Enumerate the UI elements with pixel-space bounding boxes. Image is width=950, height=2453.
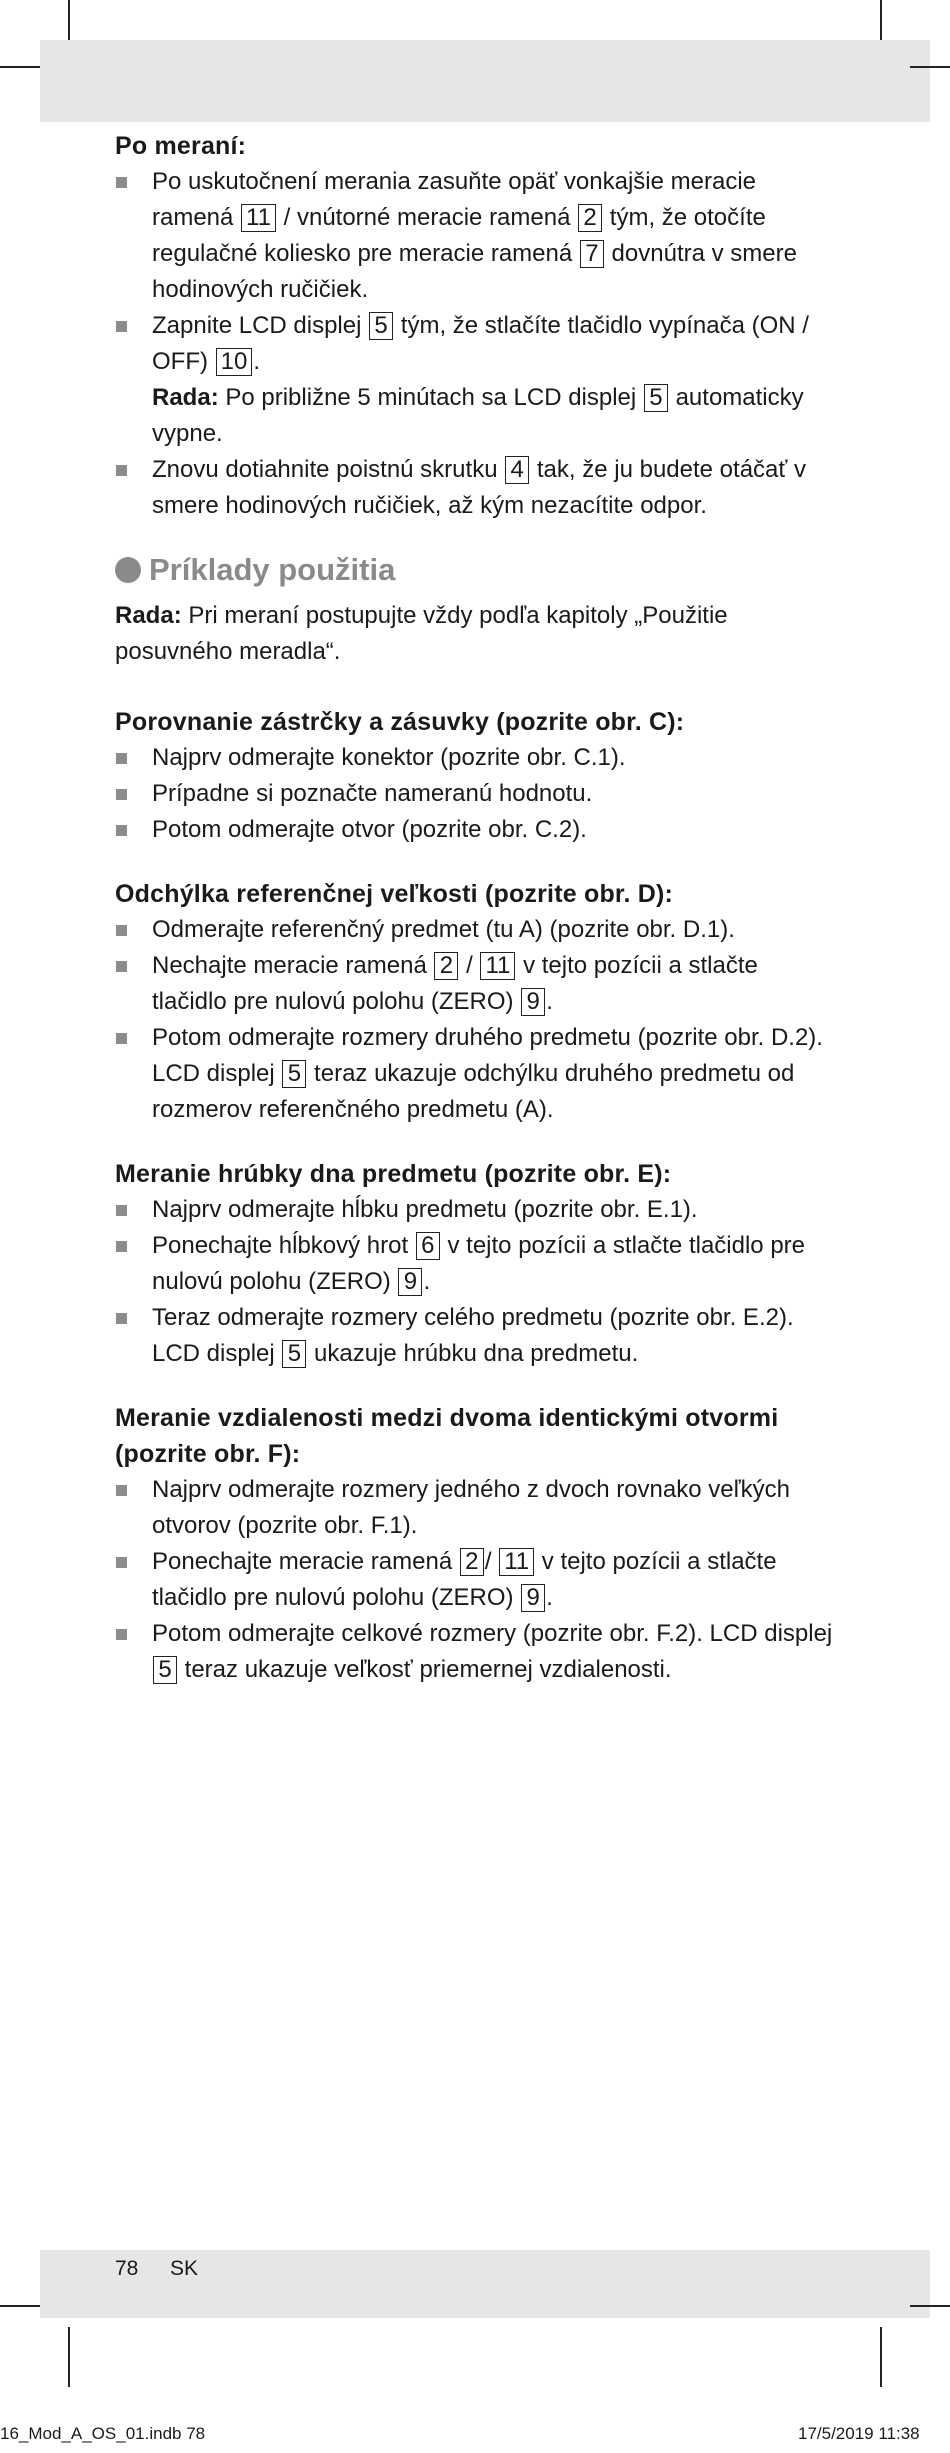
list-item: Najprv odmerajte hĺbku predmetu (pozrite obr. E.1).: [115, 1192, 835, 1228]
reference-number: 10: [216, 348, 253, 376]
list-item: Najprv odmerajte konektor (pozrite obr. C.1).: [115, 740, 835, 776]
reference-number: 5: [282, 1060, 306, 1088]
list-item: Po uskutočnení merania zasuňte opäť vonkajšie meracie ramená 11 / vnútorné meracie ramená 2 tým, že otočíte regulačné koliesko pre meracie ramená 7 dovnútra v smere hodinových ručičiek.: [115, 164, 835, 308]
list-item: Odmerajte referenčný predmet (tu A) (pozrite obr. D.1).: [115, 912, 835, 948]
print-slug-date: 17/5/2019 11:38: [798, 2424, 920, 2443]
crop-mark: [910, 66, 950, 68]
crop-mark: [880, 0, 882, 40]
tip-note: Rada: Po približne 5 minútach sa LCD displej 5 automaticky vypne.: [152, 384, 804, 447]
header-band: [40, 40, 930, 122]
list-item: Nechajte meracie ramená 2 / 11 v tejto pozícii a stlačte tlačidlo pre nulovú polohu (ZERO) 9 .: [115, 948, 835, 1020]
reference-number: 2: [434, 952, 458, 980]
tip-label: Rada:: [152, 384, 219, 411]
section-reference-deviation: [115, 876, 835, 1128]
reference-number: 9: [521, 1584, 545, 1612]
section-heading: Odchýlka referenčnej veľkosti (pozrite obr. D):: [115, 880, 674, 908]
section-hole-distance: [115, 1400, 835, 1688]
list-item: Potom odmerajte otvor (pozrite obr. C.2).: [115, 812, 835, 848]
reference-number: 5: [644, 384, 668, 412]
list-item: Potom odmerajte rozmery druhého predmetu (pozrite obr. D.2). LCD displej 5 teraz ukazuje odchýlku druhého predmetu od rozmerov referenčného predmetu (A).: [115, 1020, 835, 1128]
tip-label: Rada:: [115, 602, 182, 629]
list-item: Znovu dotiahnite poistnú skrutku 4 tak, že ju budete otáčať v smere hodinových ručičiek, až kým nezacítite odpor.: [115, 452, 835, 524]
reference-number: 5: [282, 1340, 306, 1368]
page-content: [115, 128, 835, 1688]
bullet-list: [115, 164, 835, 524]
reference-number: 5: [153, 1656, 177, 1684]
crop-mark: [0, 66, 40, 68]
reference-number: 9: [521, 988, 545, 1016]
reference-number: 5: [369, 312, 393, 340]
section-plug-socket: [115, 704, 835, 848]
reference-number: 6: [416, 1232, 440, 1260]
page-number: 78: [115, 2257, 139, 2280]
crop-mark: [0, 2305, 40, 2307]
reference-number: 2: [460, 1548, 484, 1576]
section-heading: Meranie hrúbky dna predmetu (pozrite obr. E):: [115, 1160, 672, 1188]
list-item: Potom odmerajte celkové rozmery (pozrite obr. F.2). LCD displej 5 teraz ukazuje veľkosť priemernej vzdialenosti.: [115, 1616, 835, 1688]
tip-note: Rada: Pri meraní postupujte vždy podľa kapitoly „Použitie posuvného meradla“.: [115, 602, 728, 665]
reference-number: 4: [505, 456, 529, 484]
list-item: Najprv odmerajte rozmery jedného z dvoch rovnako veľkých otvorov (pozrite obr. F.1).: [115, 1472, 835, 1544]
bullet-list: [115, 912, 835, 1128]
crop-mark: [68, 2327, 70, 2387]
list-item: Teraz odmerajte rozmery celého predmetu (pozrite obr. E.2). LCD displej 5 ukazuje hrúbku dna predmetu.: [115, 1300, 835, 1372]
bullet-list: [115, 1192, 835, 1372]
list-item: Zapnite LCD displej 5 tým, že stlačíte tlačidlo vypínača (ON / OFF) 10 . Rada: Po približne 5 minútach sa LCD displej 5 automaticky vypne.: [115, 308, 835, 452]
section-heading: Porovnanie zástrčky a zásuvky (pozrite obr. C):: [115, 708, 685, 736]
crop-mark: [910, 2305, 950, 2307]
bullet-dot-icon: [115, 557, 141, 583]
section-bottom-thickness: [115, 1156, 835, 1372]
reference-number: 11: [499, 1548, 534, 1576]
crop-mark: [68, 0, 70, 40]
reference-number: 9: [398, 1268, 422, 1296]
reference-number: 7: [580, 240, 604, 268]
chapter-title: Príklady použitia: [149, 552, 396, 587]
list-item: Ponechajte hĺbkový hrot 6 v tejto pozícii a stlačte tlačidlo pre nulovú polohu (ZERO) 9 .: [115, 1228, 835, 1300]
list-item: Prípadne si poznačte nameranú hodnotu.: [115, 776, 835, 812]
chapter-heading: [115, 550, 835, 590]
bullet-list: [115, 740, 835, 848]
language-code: SK: [170, 2257, 199, 2280]
section-heading: Po meraní:: [115, 132, 247, 160]
print-slug-file: 16_Mod_A_OS_01.indb 78: [0, 2424, 206, 2443]
section-after-measuring: [115, 128, 835, 524]
reference-number: 11: [241, 204, 276, 232]
list-item: Ponechajte meracie ramená 2 / 11 v tejto pozícii a stlačte tlačidlo pre nulovú polohu (ZERO) 9 .: [115, 1544, 835, 1616]
crop-mark: [880, 2327, 882, 2387]
reference-number: 11: [480, 952, 515, 980]
reference-number: 2: [578, 204, 602, 232]
section-heading: Meranie vzdialenosti medzi dvoma identickými otvormi (pozrite obr. F):: [115, 1404, 779, 1468]
bullet-list: [115, 1472, 835, 1688]
